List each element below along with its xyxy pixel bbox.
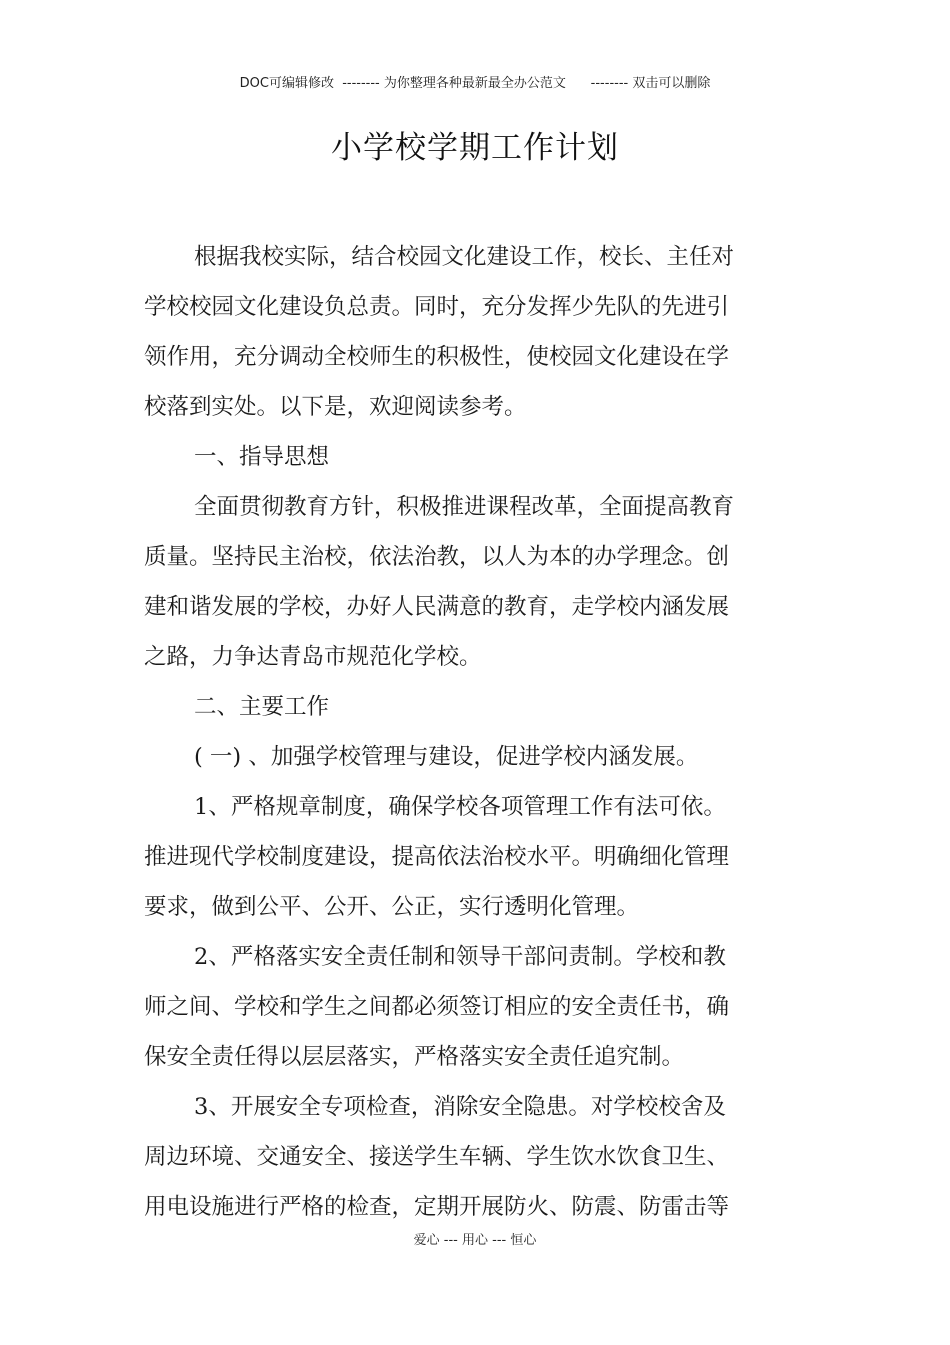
document-title: 小学校学期工作计划 xyxy=(331,130,619,166)
heading-main-work: 二、主要工作 xyxy=(194,694,330,720)
subheading-management: ( 一) 、加强学校管理与建设，促进学校内涵发展。 xyxy=(194,744,699,770)
paragraph-item-1: 1、严格规章制度，确保学校各项管理工作有法可依。推进现代学校制度建设，提高依法治校水平。明确细化管理要求，做到公平、公开、公正，实行透明化管理。 xyxy=(144,794,730,920)
heading-guiding-ideology: 一、指导思想 xyxy=(194,444,330,470)
document-header: DOC可编辑修改 -------- 为你整理各种最新最全办公范文 -------- 双击可以删除 xyxy=(239,76,711,91)
paragraph-guiding-ideology: 全面贯彻教育方针，积极推进课程改革，全面提高教育质量。坚持民主治校，依法治教，以人为本的办学理念。创建和谐发展的学校，办好人民满意的教育，走学校内涵发展之路，力争达青岛市规范化学校。 xyxy=(144,494,735,670)
paragraph-intro: 根据我校实际，结合校园文化建设工作，校长、主任对学校校园文化建设负总责。同时，充分发挥少先队的先进引领作用，充分调动全校师生的积极性，使校园文化建设在学校落到实处。以下是，欢迎阅读参考。 xyxy=(144,244,735,420)
paragraph-item-3: 3、开展安全专项检查，消除安全隐患。对学校校舍及周边环境、交通安全、接送学生车辆、学生饮水饮食卫生、用电设施进行严格的检查，定期开展防火、防震、防雷击等 xyxy=(144,1094,730,1220)
paragraph-item-2: 2、严格落实安全责任制和领导干部问责制。学校和教师之间、学校和学生之间都必须签订相应的安全责任书，确保安全责任得以层层落实，严格落实安全责任追究制。 xyxy=(144,944,730,1070)
document-body xyxy=(144,232,744,1232)
document-footer: 爱心 --- 用心 --- 恒心 xyxy=(413,1233,537,1248)
